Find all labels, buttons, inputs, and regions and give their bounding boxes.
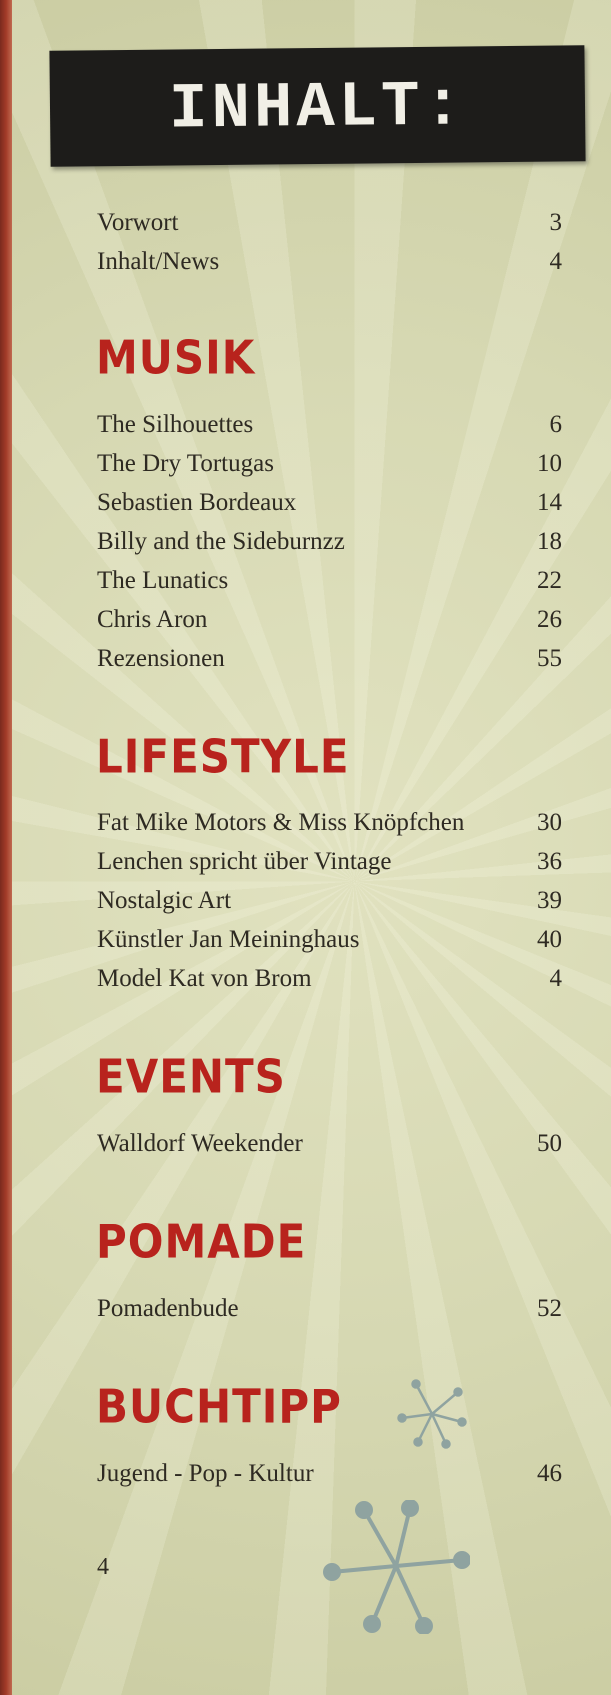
- toc-entry[interactable]: [97, 962, 562, 996]
- entry-page: 36: [537, 848, 562, 875]
- entry-page: 50: [537, 1130, 562, 1157]
- toc-entry[interactable]: [97, 1127, 562, 1161]
- page-title: INHALT:: [168, 71, 467, 147]
- page-number: 4: [97, 1554, 109, 1580]
- section-heading-events: EVENTS: [96, 1049, 286, 1104]
- entry-page: 39: [537, 887, 562, 914]
- entry-page: 26: [537, 606, 562, 633]
- toc-entry[interactable]: [97, 206, 562, 240]
- page-edge: [0, 0, 12, 1695]
- entry-label: Rezensionen: [97, 645, 225, 672]
- toc-entry[interactable]: [97, 1457, 562, 1491]
- entry-page: 10: [537, 450, 562, 477]
- entry-label: The Lunatics: [97, 567, 229, 594]
- toc-entry[interactable]: [97, 806, 562, 840]
- entry-page: 14: [537, 489, 562, 516]
- section-heading-musik: MUSIK: [96, 330, 256, 385]
- entry-label: Chris Aron: [97, 606, 208, 633]
- entry-page: 3: [549, 209, 562, 236]
- entry-label: The Dry Tortugas: [97, 450, 274, 477]
- toc-entry[interactable]: [97, 245, 562, 279]
- entry-page: 55: [537, 645, 562, 672]
- toc-entry[interactable]: [97, 408, 562, 442]
- section-heading-lifestyle: LIFESTYLE: [96, 729, 350, 784]
- entry-label: Nostalgic Art: [97, 887, 232, 914]
- entry-page: 4: [549, 248, 562, 275]
- atomic-star-icon: [396, 1378, 468, 1450]
- entry-page: 18: [537, 528, 562, 555]
- entry-page: 30: [537, 809, 562, 836]
- section-heading-buchtipp: BUCHTIPP: [96, 1379, 342, 1434]
- entry-label: Billy and the Sideburnzz: [97, 528, 345, 555]
- entry-label: Fat Mike Motors & Miss Knöpfchen: [97, 809, 465, 836]
- atomic-star-icon: [322, 1500, 470, 1634]
- entry-label: Inhalt/News: [97, 248, 220, 275]
- toc-entry[interactable]: [97, 486, 562, 520]
- toc-entry[interactable]: [97, 564, 562, 598]
- entry-label: Model Kat von Brom: [97, 965, 312, 992]
- entry-label: Künstler Jan Meininghaus: [97, 926, 360, 953]
- toc-entry[interactable]: [97, 525, 562, 559]
- entry-label: Vorwort: [97, 209, 179, 236]
- toc-entry[interactable]: [97, 884, 562, 918]
- entry-label: The Silhouettes: [97, 411, 254, 438]
- entry-page: 52: [537, 1295, 562, 1322]
- toc-entry[interactable]: [97, 923, 562, 957]
- section-heading-pomade: POMADE: [96, 1214, 307, 1269]
- entry-page: 4: [549, 965, 562, 992]
- toc-entry[interactable]: [97, 845, 562, 879]
- entry-label: Sebastien Bordeaux: [97, 489, 297, 516]
- entry-page: 46: [537, 1460, 562, 1487]
- entry-label: Lenchen spricht über Vintage: [97, 848, 392, 875]
- toc-entry[interactable]: [97, 642, 562, 676]
- entry-page: 22: [537, 567, 562, 594]
- toc-entry[interactable]: [97, 603, 562, 637]
- entry-page: 6: [549, 411, 562, 438]
- title-banner: [49, 45, 585, 167]
- entry-label: Walldorf Weekender: [97, 1130, 303, 1157]
- toc-entry[interactable]: [97, 447, 562, 481]
- toc-entry[interactable]: [97, 1292, 562, 1326]
- entry-page: 40: [537, 926, 562, 953]
- entry-label: Jugend - Pop - Kultur: [97, 1460, 314, 1487]
- entry-label: Pomadenbude: [97, 1295, 239, 1322]
